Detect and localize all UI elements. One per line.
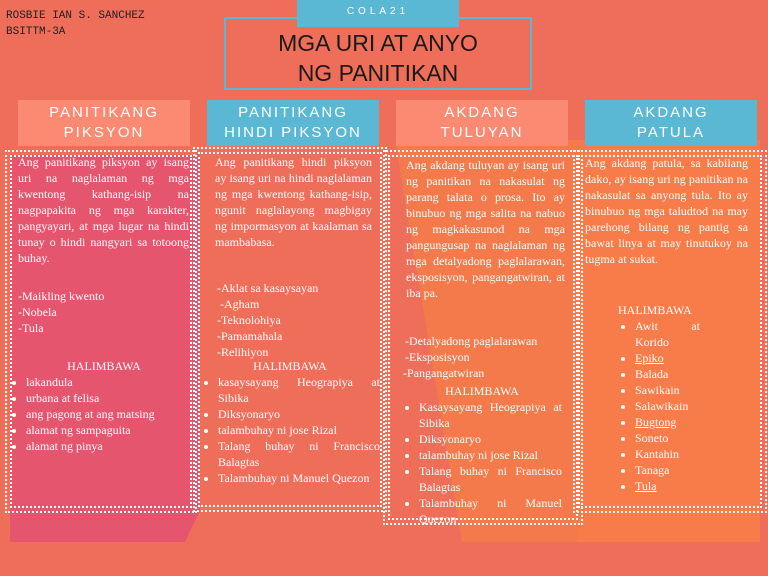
cola-tag: COLA21 [297, 0, 459, 27]
hindi-piksyon-examples [204, 374, 380, 486]
tuluyan-examples [405, 399, 562, 527]
list-item: • Tanaga [635, 462, 700, 478]
subtype: -Agham [220, 297, 260, 311]
subtype: -Pamamahala [217, 329, 283, 343]
list-item: • ang pagong at ang matsing [26, 406, 190, 422]
title-line-2: NG PANITIKAN [297, 60, 459, 86]
title-line-1: MGA URI AT ANYO [278, 30, 478, 56]
list-item: • kasaysayang Heograpiya at Sibika [218, 374, 380, 406]
list-item: • Sawikain [635, 382, 700, 398]
list-item: • Salawikain [635, 398, 700, 414]
subtype: -Relihiyon [217, 345, 269, 359]
list-item: • urbana at felisa [26, 390, 190, 406]
header-line-1: AKDANG [633, 104, 709, 121]
header-hindi-piksyon [207, 100, 379, 146]
header-line-2: PATULA [636, 124, 706, 141]
header-patula [585, 100, 757, 146]
list-item: • Diksyonaryo [419, 431, 562, 447]
author-block [6, 8, 145, 40]
list-item: • Talambuhay ni Manuel Quezon [419, 495, 562, 527]
piksyon-examples-label: HALIMBAWA [67, 359, 141, 373]
subtype: -Maikling kwento [18, 289, 105, 303]
list-item: • alamat ng pinya [26, 438, 190, 454]
patula-examples-label: HALIMBAWA [618, 303, 692, 317]
subtype: -Aklat sa kasaysayan [217, 281, 319, 295]
list-item: • talambuhay ni jose Rizal [218, 422, 380, 438]
list-item: • Soneto [635, 430, 700, 446]
hindi-piksyon-subtypes [217, 280, 377, 360]
list-item: • Epiko [635, 350, 700, 366]
list-item: • Tula [635, 478, 700, 494]
header-line-2: HINDI PIKSYON [224, 124, 362, 141]
subtype: -Teknolohiya [217, 313, 281, 327]
list-item: • Talambuhay ni Manuel Quezon [218, 470, 380, 486]
author-section: BSITTM-3A [6, 26, 66, 38]
list-item: • talambuhay ni jose Rizal [419, 447, 562, 463]
piksyon-examples [12, 374, 190, 454]
patula-description: Ang akdang patula, sa kabilang dako, ay isang uri ng panitikan na nakasulat sa anyong tula. Ito ay binubuo ng mga taludtod na may parehong bilang ng pantig sa bawat linya at may tinutukoy na tugma at sukat. [585, 156, 748, 266]
list-item: • Kantahin [635, 446, 700, 462]
tuluyan-examples-label: HALIMBAWA [445, 384, 519, 398]
piksyon-subtypes [18, 288, 189, 336]
hindi-piksyon-description: Ang panitikang hindi piksyon ay isang uri na hindi naglalaman ng mga kwentong kathang-isip, ngunit naglalayong magbigay ng impormasyon at kaalaman sa mambabasa. [215, 155, 372, 249]
list-item: • Bugtong [635, 414, 700, 430]
header-line-1: AKDANG [444, 104, 520, 121]
list-item: • alamat ng sampaguita [26, 422, 190, 438]
patula-examples [621, 318, 700, 494]
header-line-1: PANITIKANG [49, 104, 159, 121]
list-item: • Talang buhay ni Francisco Balagtas [218, 438, 380, 470]
hindi-piksyon-examples-label: HALIMBAWA [253, 359, 327, 373]
tuluyan-description: Ang akdang tuluyan ay isang uri ng panitikan na nakasulat ng parang talata o prosa. Ito ay binubuo ng mga salita na nabuo ng magkakasunod na mga pangungusap na naglalaman ng mga detalyadong paglalarawan, eksposisyon, pangangatwiran, at iba pa. [406, 158, 565, 300]
list-item: • Awit at Korido [635, 318, 700, 350]
list-item: • Balada [635, 366, 700, 382]
header-piksyon [18, 100, 190, 146]
subtype: -Pangangatwiran [403, 366, 485, 380]
tuluyan-subtypes [405, 333, 570, 381]
list-item: • Kasaysayang Heograpiya at Sibika [419, 399, 562, 431]
list-item: • Talang buhay ni Francisco Balagtas [419, 463, 562, 495]
list-item: • Diksyonaryo [218, 406, 380, 422]
page-title [224, 28, 532, 88]
subtype: -Detalyadong paglalarawan [405, 334, 538, 348]
subtype: -Tula [18, 321, 44, 335]
author-name: ROSBIE IAN S. SANCHEZ [6, 10, 145, 22]
subtype: -Nobela [18, 305, 57, 319]
header-line-2: TULUYAN [440, 124, 524, 141]
subtype: -Eksposisyon [405, 350, 470, 364]
list-item: • lakandula [26, 374, 190, 390]
header-tuluyan [396, 100, 568, 146]
piksyon-description: Ang panitikang piksyon ay isang uri na naglalaman ng mga kwentong kathang-isip na nagpapakita ng mga karakter, pangyayari, at mga lugar na hindi tunay o hindi nangyari sa totoong buhay. [18, 155, 189, 265]
header-line-1: PANITIKANG [238, 104, 348, 121]
header-line-2: PIKSYON [63, 124, 145, 141]
